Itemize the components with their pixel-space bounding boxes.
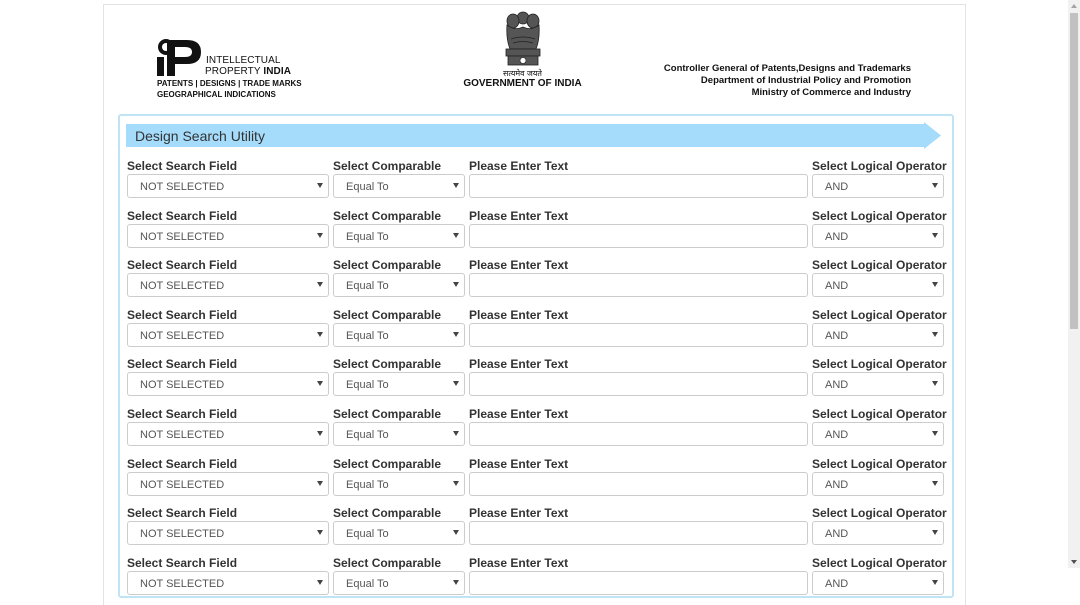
dropdown-caret-icon [932, 530, 938, 535]
ip-india-subtitle-line1: PATENTS | DESIGNS | TRADE MARKS [157, 79, 302, 88]
page-container [103, 4, 966, 605]
dropdown-caret-icon [317, 530, 323, 535]
search-field-label: Select Search Field [127, 307, 238, 322]
dropdown-caret-icon [453, 381, 459, 386]
logical-operator-label: Select Logical Operator [812, 357, 947, 372]
search-field-label: Select Search Field [127, 159, 238, 173]
search-field-label: Select Search Field [127, 456, 238, 471]
comparable-select[interactable] [333, 521, 465, 545]
comparable-label: Select Comparable [333, 258, 442, 273]
comparable-value: Equal To [346, 280, 389, 293]
dropdown-caret-icon [453, 481, 459, 486]
logical-operator-select[interactable] [812, 571, 944, 595]
comparable-label: Select Comparable [333, 307, 442, 322]
enter-text-label: Please Enter Text [469, 555, 569, 570]
comparable-label: Select Comparable [333, 406, 442, 421]
logical-operator-select[interactable] [812, 273, 944, 297]
comparable-value: Equal To [346, 528, 389, 541]
comparable-select[interactable] [333, 372, 465, 396]
search-field-select[interactable] [127, 273, 329, 297]
logical-operator-label: Select Logical Operator [812, 208, 947, 223]
search-field-label: Select Search Field [127, 208, 238, 223]
enter-text-label: Please Enter Text [469, 506, 569, 521]
comparable-label: Select Comparable [333, 159, 442, 173]
search-field-select[interactable] [127, 422, 329, 446]
search-criteria-row [120, 258, 952, 308]
ip-india-title [205, 55, 291, 77]
dropdown-caret-icon [932, 580, 938, 585]
comparable-select[interactable] [333, 472, 465, 496]
government-of-india-label: GOVERNMENT OF INDIA [463, 78, 582, 89]
dropdown-caret-icon [317, 233, 323, 238]
government-emblem [460, 9, 585, 99]
logical-operator-value: AND [825, 478, 849, 491]
office-info-line3: Ministry of Commerce and Industry [751, 87, 911, 98]
search-text-input[interactable] [469, 521, 808, 545]
search-field-value: NOT SELECTED [140, 428, 225, 441]
search-criteria-row [120, 357, 952, 407]
dropdown-caret-icon [317, 183, 323, 188]
search-field-select[interactable] [127, 372, 329, 396]
design-search-panel [118, 114, 954, 598]
dropdown-caret-icon [932, 431, 938, 436]
comparable-value: Equal To [346, 230, 389, 243]
search-text-input[interactable] [469, 571, 808, 595]
search-text-input[interactable] [469, 224, 808, 248]
comparable-value: Equal To [346, 428, 389, 441]
logical-operator-value: AND [825, 577, 849, 590]
logical-operator-label: Select Logical Operator [812, 406, 947, 421]
logical-operator-select[interactable] [812, 174, 944, 198]
office-info-line1: Controller General of Patents,Designs and Trademarks [663, 63, 911, 74]
site-header [104, 5, 965, 111]
logical-operator-value: AND [825, 428, 849, 441]
enter-text-label: Please Enter Text [469, 456, 569, 471]
logical-operator-label: Select Logical Operator [812, 307, 947, 322]
enter-text-label: Please Enter Text [469, 159, 569, 173]
search-field-label: Select Search Field [127, 258, 238, 273]
search-field-value: NOT SELECTED [140, 379, 225, 392]
comparable-value: Equal To [346, 329, 389, 342]
logical-operator-label: Select Logical Operator [812, 159, 947, 173]
comparable-value: Equal To [346, 577, 389, 590]
logical-operator-select[interactable] [812, 372, 944, 396]
enter-text-label: Please Enter Text [469, 208, 569, 223]
logical-operator-select[interactable] [812, 472, 944, 496]
dropdown-caret-icon [453, 332, 459, 337]
comparable-value: Equal To [346, 181, 389, 193]
comparable-value: Equal To [346, 478, 389, 491]
dropdown-caret-icon [932, 183, 938, 188]
comparable-label: Select Comparable [333, 506, 442, 521]
logical-operator-label: Select Logical Operator [812, 258, 947, 273]
search-criteria-row [120, 556, 952, 605]
logical-operator-value: AND [825, 528, 849, 541]
search-field-value: NOT SELECTED [140, 230, 225, 243]
enter-text-label: Please Enter Text [469, 258, 569, 273]
emblem-motto: सत्यमेव जयते [503, 69, 542, 78]
logical-operator-value: AND [825, 379, 849, 392]
lion-capital-emblem-icon [498, 9, 548, 69]
comparable-label: Select Comparable [333, 357, 442, 372]
search-text-input[interactable] [469, 472, 808, 496]
office-info [664, 63, 911, 99]
ip-india-title-line1: INTELLECTUAL [206, 55, 281, 66]
search-criteria-row [120, 209, 952, 259]
search-text-input[interactable] [469, 422, 808, 446]
logical-operator-select[interactable] [812, 323, 944, 347]
enter-text-label: Please Enter Text [469, 406, 569, 421]
logical-operator-select[interactable] [812, 422, 944, 446]
office-info-line2: Department of Industrial Policy and Promotion [700, 75, 911, 86]
logical-operator-label: Select Logical Operator [812, 555, 947, 570]
search-field-select[interactable] [127, 323, 329, 347]
logical-operator-value: AND [825, 230, 849, 243]
search-field-label: Select Search Field [127, 555, 238, 570]
scroll-up-arrow-icon[interactable] [1071, 4, 1077, 8]
dropdown-caret-icon [453, 282, 459, 287]
comparable-select[interactable] [333, 273, 465, 297]
logical-operator-value: AND [825, 280, 849, 293]
dropdown-caret-icon [932, 332, 938, 337]
dropdown-caret-icon [932, 233, 938, 238]
logical-operator-select[interactable] [812, 521, 944, 545]
dropdown-caret-icon [932, 381, 938, 386]
logical-operator-label: Select Logical Operator [812, 506, 947, 521]
ip-india-logo [157, 38, 337, 102]
search-criteria-row [120, 159, 952, 209]
comparable-select[interactable] [333, 422, 465, 446]
search-field-label: Select Search Field [127, 506, 238, 521]
dropdown-caret-icon [317, 580, 323, 585]
dropdown-caret-icon [453, 580, 459, 585]
comparable-label: Select Comparable [333, 208, 442, 223]
dropdown-caret-icon [317, 332, 323, 337]
dropdown-caret-icon [453, 233, 459, 238]
search-text-input[interactable] [469, 372, 808, 396]
search-criteria-row [120, 308, 952, 358]
logical-operator-select[interactable] [812, 224, 944, 248]
search-field-label: Select Search Field [127, 357, 238, 372]
logical-operator-value: AND [825, 181, 849, 193]
logical-operator-label: Select Logical Operator [812, 456, 947, 471]
ip-india-title-line2: PROPERTY INDIA [205, 66, 292, 77]
search-criteria-list [120, 159, 952, 605]
comparable-select[interactable] [333, 174, 465, 198]
search-field-label: Select Search Field [127, 406, 238, 421]
comparable-label: Select Comparable [333, 555, 442, 570]
comparable-select[interactable] [333, 323, 465, 347]
ip-india-subtitle [157, 78, 302, 100]
search-criteria-row [120, 457, 952, 507]
dropdown-caret-icon [932, 481, 938, 486]
search-field-select[interactable] [127, 521, 329, 545]
search-criteria-row [120, 506, 952, 556]
dropdown-caret-icon [317, 381, 323, 386]
comparable-select[interactable] [333, 224, 465, 248]
dropdown-caret-icon [932, 282, 938, 287]
scroll-down-arrow-icon[interactable] [1071, 560, 1077, 564]
enter-text-label: Please Enter Text [469, 307, 569, 322]
search-text-input[interactable] [469, 273, 808, 297]
comparable-value: Equal To [346, 379, 389, 392]
search-field-select[interactable] [127, 174, 329, 198]
search-field-select[interactable] [127, 224, 329, 248]
panel-title-banner [126, 122, 923, 149]
vertical-scrollbar[interactable] [1068, 0, 1080, 568]
search-criteria-row [120, 407, 952, 457]
dropdown-caret-icon [317, 282, 323, 287]
search-field-select[interactable] [127, 571, 329, 595]
panel-title: Design Search Utility [135, 128, 265, 144]
logical-operator-value: AND [825, 329, 849, 342]
comparable-select[interactable] [333, 571, 465, 595]
search-field-value: NOT SELECTED [140, 478, 225, 491]
search-field-select[interactable] [127, 472, 329, 496]
dropdown-caret-icon [453, 530, 459, 535]
dropdown-caret-icon [317, 481, 323, 486]
comparable-label: Select Comparable [333, 456, 442, 471]
enter-text-label: Please Enter Text [469, 357, 569, 372]
ip-india-logo-mark-icon [157, 38, 205, 78]
search-text-input[interactable] [469, 174, 808, 198]
search-field-value: NOT SELECTED [140, 280, 225, 293]
ip-india-subtitle-line2: GEOGRAPHICAL INDICATIONS [157, 90, 276, 99]
dropdown-caret-icon [453, 183, 459, 188]
search-field-value: NOT SELECTED [140, 577, 225, 590]
dropdown-caret-icon [453, 431, 459, 436]
scrollbar-thumb[interactable] [1070, 13, 1078, 329]
dropdown-caret-icon [317, 431, 323, 436]
search-field-value: NOT SELECTED [140, 329, 225, 342]
search-text-input[interactable] [469, 323, 808, 347]
search-field-value: NOT SELECTED [140, 528, 225, 541]
search-field-value: NOT SELECTED [140, 181, 225, 193]
